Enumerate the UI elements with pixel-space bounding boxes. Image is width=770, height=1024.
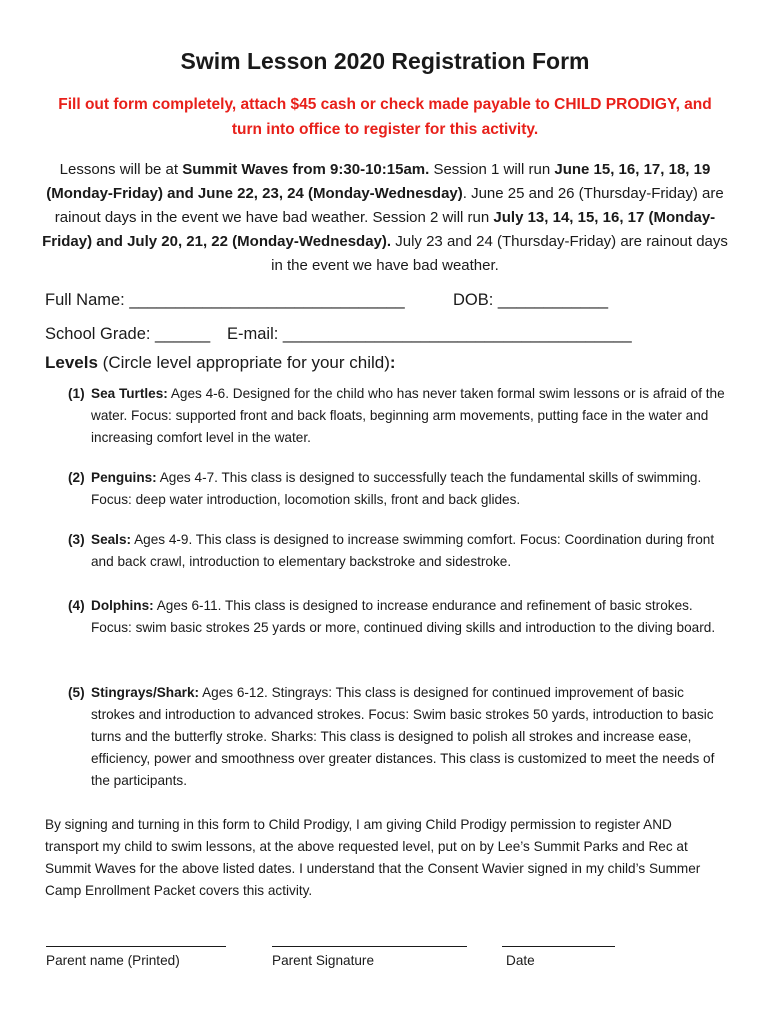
- intro-text-1: Lessons will be at: [59, 161, 183, 178]
- intro-session-1-dates: June 15, 16, 17, 18, 19 (Monday-Friday) and June 22, 23, 24 (Monday-Wednesday): [46, 161, 711, 202]
- consent-paragraph: By signing and turning in this form to Child Prodigy, I am giving Child Prodigy permission to register AND transport my child to swim lessons, at the above requested level, put on by Lee’s Summit Parks and Rec at Summit Waves for the above listed dates. I understand that the Consent Wavier signed in my child’s Summer Camp Enrollment Packet covers this activity.: [45, 817, 701, 898]
- level-item-seals[interactable]: [68, 529, 730, 573]
- instructions: [50, 92, 720, 142]
- level-name: Stingrays/Shark:: [91, 685, 200, 700]
- parent-signature-line[interactable]: [272, 946, 467, 947]
- level-description: Ages 6-11. This class is designed to increase endurance and refinement of basic strokes. Focus: swim basic strokes 25 yards or more, continued diving skills and introduction to the diving board.: [91, 598, 716, 635]
- levels-heading: [45, 353, 396, 373]
- level-description: Ages 4-6. Designed for the child who has never taken formal swim lessons or is afraid of the water. Focus: supported front and back floats, beginning arm movements, putting face in the water and increasing comfort level in the water.: [91, 386, 725, 445]
- email-field[interactable]: E-mail: ______________________________________: [227, 325, 632, 343]
- full-name-field[interactable]: Full Name: ______________________________: [45, 291, 405, 309]
- level-name: Dolphins:: [91, 598, 154, 613]
- level-item-stingrays-shark[interactable]: [68, 682, 730, 792]
- levels-heading-colon: :: [389, 353, 396, 372]
- level-number: (3): [68, 532, 85, 547]
- level-description: Ages 4-9. This class is designed to increase swimming comfort. Focus: Coordination during front and back crawl, introduction to elementary backstroke and sidestroke.: [91, 532, 715, 569]
- level-item-dolphins[interactable]: [68, 595, 730, 639]
- level-number: (1): [68, 386, 85, 401]
- level-item-penguins[interactable]: [68, 467, 730, 511]
- page-title: Swim Lesson 2020 Registration Form: [180, 48, 590, 74]
- parent-name-line[interactable]: [46, 946, 226, 947]
- instructions-line-1: Fill out form completely, attach $45 cash or check made payable to CHILD PRODIGY, and: [58, 96, 712, 113]
- instructions-line-2: turn into office to register for this activity.: [231, 121, 539, 138]
- level-name: Penguins:: [91, 470, 157, 485]
- level-number: (2): [68, 470, 85, 485]
- levels-heading-text: (Circle level appropriate for your child): [97, 353, 390, 372]
- intro-text-2: Session 1 will run: [429, 161, 555, 178]
- intro-text-3: . June 25 and 26 (Thursday-Friday) are rainout days in the event we have bad weather. Session 2 will run: [54, 185, 724, 226]
- level-name: Seals:: [91, 532, 132, 547]
- level-number: (5): [68, 685, 85, 700]
- level-number: (4): [68, 598, 85, 613]
- parent-name-label: Parent name (Printed): [46, 953, 180, 968]
- intro-text-4: July 23 and 24 (Thursday-Friday) are rainout days in the event we have bad weather.: [271, 233, 728, 274]
- intro-session-2-dates: July 13, 14, 15, 16, 17 (Monday-Friday) and July 20, 21, 22 (Monday-Wednesday).: [42, 209, 716, 250]
- level-name: Sea Turtles:: [91, 386, 168, 401]
- date-line[interactable]: [502, 946, 615, 947]
- parent-signature-label: Parent Signature: [272, 953, 375, 968]
- level-item-sea-turtles[interactable]: [68, 383, 730, 449]
- dob-field[interactable]: DOB: ____________: [453, 291, 609, 309]
- level-description: Ages 4-7. This class is designed to successfully teach the fundamental skills of swimming. Focus: deep water introduction, locomotion skills, front and back glides.: [91, 470, 702, 507]
- levels-heading-bold: Levels: [45, 353, 98, 372]
- date-label: Date: [506, 953, 535, 968]
- intro-paragraph: [42, 158, 728, 278]
- intro-location-time: Summit Waves from 9:30-10:15am.: [182, 161, 430, 178]
- school-grade-field[interactable]: School Grade: ______: [45, 325, 211, 343]
- level-description: Ages 6-12. Stingrays: This class is designed for continued improvement of basic strokes and introduction to advanced strokes. Focus: Swim basic strokes 50 yards, introduction to basic turns and the butterfly stroke. Sharks: This class is designed to polish all strokes and increase ease, efficiency, power and smoothness over greater distances. This class is customized to meet the needs of the participants.: [91, 685, 715, 788]
